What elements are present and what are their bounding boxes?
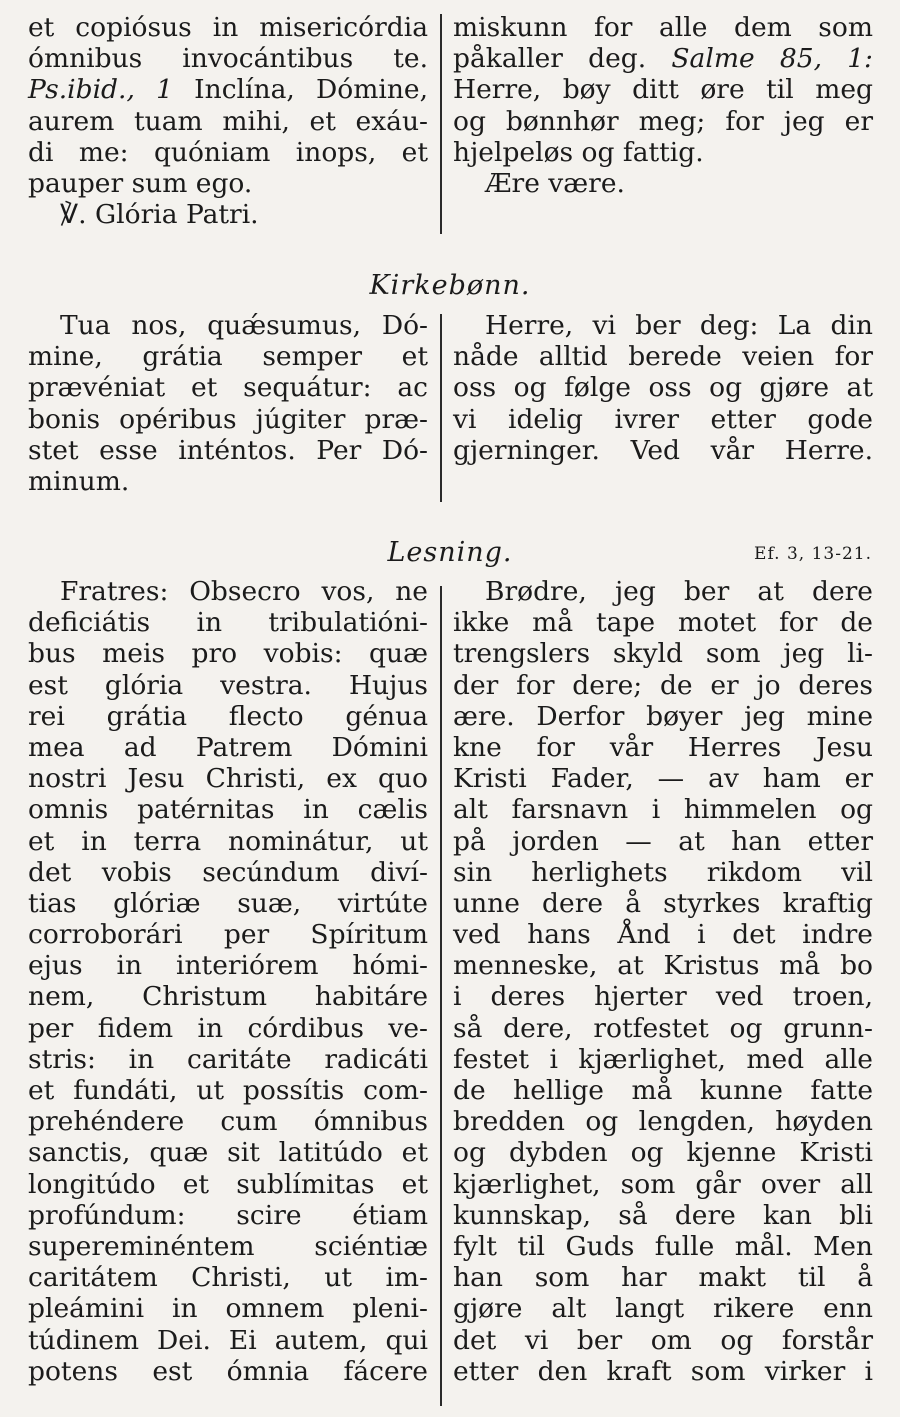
text-line: gjerninger. Ved vår Herre. — [453, 434, 873, 466]
text-line: rei grátia flecto génua — [28, 700, 428, 732]
text-line: nostri Jesu Christi, ex quo — [28, 763, 428, 795]
text-line: prævéniat et sequátur: ac — [28, 372, 428, 404]
collect-heading: Kirkebønn. — [369, 270, 531, 301]
text-line: minum. — [28, 465, 130, 497]
text-line: ejus in interiórem hómi- — [28, 950, 428, 982]
text-line — [28, 106, 428, 137]
text-line: nåde alltid berede veien for — [453, 341, 873, 373]
text-segment: Salme 85, 1: — [671, 43, 873, 75]
text-segment: hjelpeløs og fattig. — [453, 136, 704, 168]
text-segment: et copiósus in misericórdia — [28, 12, 428, 43]
reading-heading: Lesning. — [387, 537, 513, 568]
text-line: et in terra nominátur, ut — [28, 825, 428, 857]
text-line: mine, grátia semper et — [28, 341, 428, 373]
text-line — [453, 137, 873, 168]
text-line — [28, 74, 428, 105]
text-line: Tua nos, quǽsumus, Dó- — [60, 310, 428, 341]
text-line: per fidem in córdibus ve- — [28, 1012, 428, 1044]
text-line — [453, 74, 873, 105]
text-line: tias glóriæ suæ, virtúte — [28, 887, 428, 919]
text-line: est glória vestra. Hujus — [28, 669, 428, 701]
text-line: det vobis secúndum diví- — [28, 856, 428, 888]
text-line — [453, 43, 873, 74]
text-line: ved hans Ånd i det indre — [453, 919, 873, 951]
text-line: pleámini in omnem pleni- — [28, 1293, 428, 1325]
text-line: alt farsnavn i himmelen og — [453, 794, 873, 826]
text-line: túdinem Dei. Ei autem, qui — [28, 1324, 428, 1356]
text-line: sin herlighets rikdom vil — [453, 856, 873, 888]
text-line: så dere, rotfestet og grunn- — [453, 1012, 873, 1044]
text-line — [28, 12, 428, 43]
text-line: ære. Derfor bøyer jeg mine — [453, 700, 873, 732]
text-segment: Herre, bøy ditt øre til meg — [453, 74, 873, 106]
text-line: supereminéntem sciéntiæ — [28, 1230, 428, 1262]
text-line: unne dere å styrkes kraftig — [453, 887, 873, 919]
text-line: Herre, vi ber deg: La din — [485, 310, 873, 341]
text-line — [453, 168, 873, 199]
collect-section — [0, 310, 900, 505]
text-segment: påkaller deg. — [453, 43, 672, 75]
text-line: etter den kraft som virker i — [453, 1355, 873, 1387]
text-line: stris: in caritáte radicáti — [28, 1043, 428, 1075]
text-line: omnis patérnitas in cælis — [28, 794, 428, 826]
text-segment: miskunn for alle dem som — [453, 12, 873, 43]
text-line: longitúdo et sublímitas et — [28, 1168, 428, 1200]
text-line: Kristi Fader, — av ham er — [453, 763, 873, 795]
reading-reference: Ef. 3, 13-21. — [754, 544, 872, 564]
text-line: et fundáti, ut possítis com- — [28, 1075, 428, 1106]
text-line: kjærlighet, som går over all — [453, 1168, 873, 1200]
text-line: bus meis pro vobis: quæ — [28, 638, 428, 670]
text-line — [28, 43, 428, 74]
text-line: i deres hjerter ved troen, — [453, 981, 873, 1013]
text-segment: aurem tuam mihi, et exáu- — [28, 105, 428, 137]
text-line: Brødre, jeg ber at dere — [485, 576, 873, 607]
collect-norwegian-column — [453, 310, 873, 466]
text-line: oss og følge oss og gjøre at — [453, 372, 873, 404]
text-line: gjøre alt langt rikere enn — [453, 1293, 873, 1325]
reading-section — [0, 576, 900, 1406]
text-line: potens est ómnia fácere — [28, 1355, 428, 1387]
text-line: der for dere; de er jo deres — [453, 669, 873, 701]
reading-latin-column — [28, 576, 428, 1387]
text-segment: di me: quóniam inops, et — [28, 136, 428, 168]
text-line: og dybden og kjenne Kristi — [453, 1137, 873, 1169]
text-line: deficiátis in tribulatióni- — [28, 607, 428, 639]
collect-latin-column — [28, 310, 428, 497]
intro-norwegian-column — [453, 12, 873, 199]
text-line: bonis opéribus júgiter præ- — [28, 403, 428, 435]
text-line — [453, 12, 873, 43]
text-line: ikke må tape motet for de — [453, 607, 873, 639]
text-line: festet i kjærlighet, med alle — [453, 1043, 873, 1075]
text-line: profúndum: scire étiam — [28, 1199, 428, 1231]
text-line: caritátem Christi, ut im- — [28, 1262, 428, 1294]
text-line: det vi ber om og forstår — [453, 1324, 873, 1356]
intro-section — [0, 12, 900, 234]
text-segment: Ære være. — [485, 167, 625, 199]
text-line — [28, 199, 428, 230]
text-segment: Ps.ibid., 1 — [28, 74, 173, 106]
text-line: menneske, at Kristus må bo — [453, 950, 873, 982]
text-line: kne for vår Herres Jesu — [453, 731, 873, 763]
text-line: vi idelig ivrer etter gode — [453, 403, 873, 435]
text-line — [453, 106, 873, 137]
text-segment: Inclína, Dómine, — [172, 74, 428, 106]
text-line — [28, 168, 428, 199]
text-line: mea ad Patrem Dómini — [28, 731, 428, 763]
reading-norwegian-column — [453, 576, 873, 1387]
text-line: nem, Christum habitáre — [28, 981, 428, 1013]
text-line: han som har makt til å — [453, 1262, 873, 1294]
text-line: bredden og lengden, høyden — [453, 1106, 873, 1138]
text-line: prehéndere cum ómnibus — [28, 1106, 428, 1138]
text-line: sanctis, quæ sit latitúdo et — [28, 1137, 428, 1169]
column-divider — [440, 314, 442, 502]
column-divider — [440, 14, 442, 234]
text-line — [28, 137, 428, 168]
text-line: corroborári per Spíritum — [28, 919, 428, 951]
text-line: på jorden — at han etter — [453, 825, 873, 857]
column-divider — [440, 586, 442, 1406]
text-line: kunnskap, så dere kan bli — [453, 1199, 873, 1231]
text-segment: pauper sum ego. — [28, 167, 253, 199]
text-line: de hellige må kunne fatte — [453, 1075, 873, 1106]
text-segment: ℣. Glória Patri. — [60, 199, 259, 231]
intro-latin-column — [28, 12, 428, 230]
text-line: stet esse inténtos. Per Dó- — [28, 434, 428, 466]
text-segment: og bønnhør meg; for jeg er — [453, 105, 873, 137]
text-line: Fratres: Obsecro vos, ne — [60, 576, 428, 607]
text-segment: ómnibus invocántibus te. — [28, 43, 428, 75]
text-line: fylt til Guds fulle mål. Men — [453, 1230, 873, 1262]
text-line: trengslers skyld som jeg li- — [453, 638, 873, 670]
